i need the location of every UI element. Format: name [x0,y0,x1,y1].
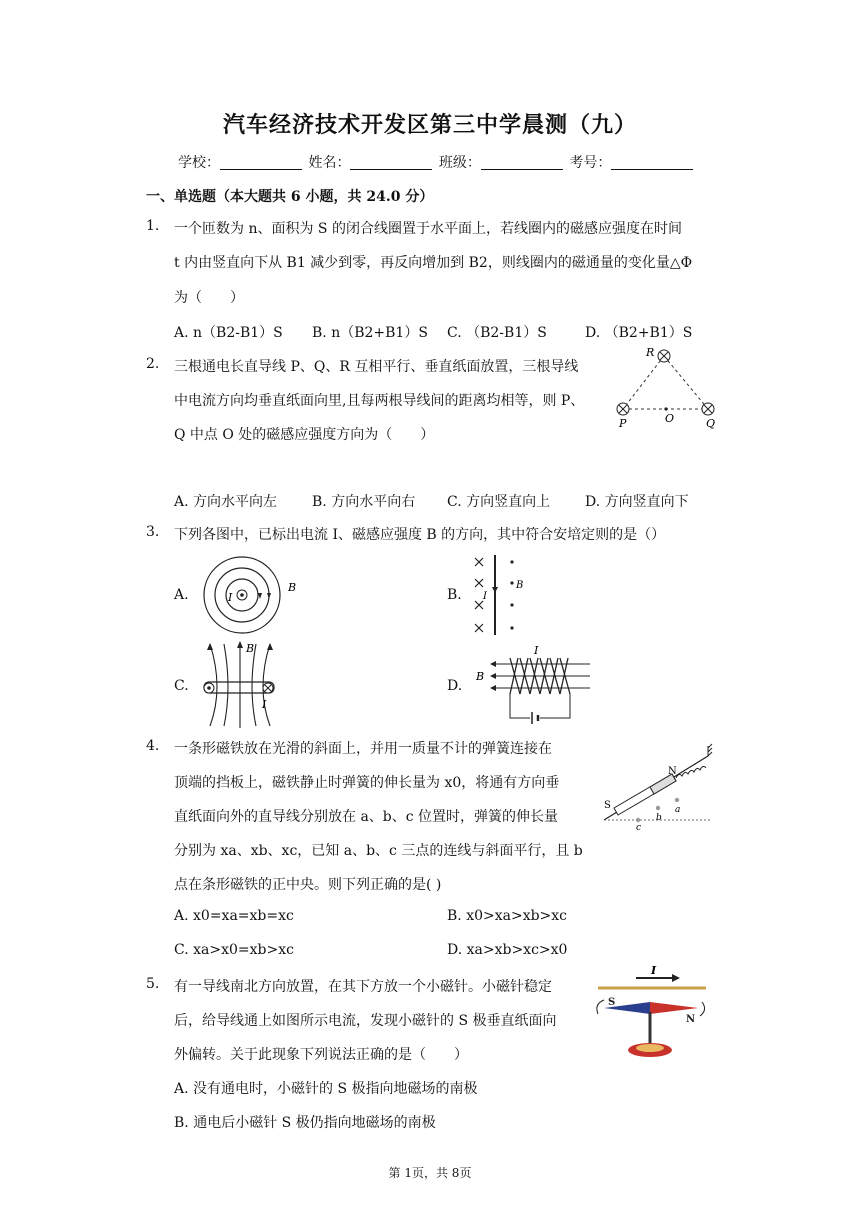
label-q: Q [706,417,716,430]
q2-option-d: D. 方向竖直向下 [585,494,689,510]
q3-label-a: A. [174,587,189,603]
q5-number: 5. [146,976,160,992]
wire-r-icon [658,350,670,362]
q3-figure-b-straight-wire [470,553,530,637]
q4-magnet-incline-figure [600,742,716,830]
name-label: 姓名： [308,155,351,171]
q3-label-b: B. [447,587,462,603]
fig-b-i-label: I [483,591,487,602]
school-blank [220,155,302,170]
fig-c-i-label: I [262,698,267,711]
q5-compass-needle-figure [594,964,710,1064]
fig-c-b-label: B [246,642,255,655]
magnet-s-label: S [604,800,611,811]
point-c-label: c [636,823,642,830]
class-label: 班级： [438,155,481,171]
q1-option-c: C. （B2-B1）S [447,325,547,341]
fig-d-i-label: I [534,644,539,657]
q4-option-a: A. x0=xa=xb=xc [174,908,294,924]
q1-option-a: A. n（B2-B1）S [174,325,283,341]
q5-line3: 外偏转。关于此现象下列说法正确的是（ ） [174,1047,468,1063]
needle-s-label: S [608,997,616,1008]
q2-option-c: C. 方向竖直向上 [447,494,551,510]
q4-line2: 顶端的挡板上，磁铁静止时弹簧的伸长量为 x0，将通有方向垂 [174,775,560,791]
q1-number: 1. [146,218,160,234]
page-footer: 第 1页，共 8页 [388,1166,472,1180]
q2-number: 2. [146,356,160,372]
q4-option-d: D. xa>xb>xc>x0 [447,942,568,958]
point-a-label: a [675,805,681,815]
q4-line4: 分别为 xa、xb、xc，已知 a、b、c 三点的连线与斜面平行，且 b [174,843,583,859]
q1-option-b: B. n（B2+B1）S [312,325,428,341]
name-blank [350,155,432,170]
needle-n-label: N [686,1014,696,1025]
q4-line5: 点在条形磁铁的正中央。则下列正确的是( ) [174,877,442,893]
school-label: 学校： [178,155,220,171]
q1-line1: 一个匝数为 n、面积为 S 的闭合线圈置于水平面上，若线圈内的磁感应强度在时间 [174,221,682,237]
needle-n-half [650,1002,698,1014]
fig-a-i-label: I [228,591,233,604]
fig-b-b-label: B [516,580,524,591]
label-o: O [665,412,675,425]
exam-no-blank [611,155,693,170]
q2-line2: 中电流方向均垂直纸面向里,且每两根导线间的距离均相等，则 P、 [174,393,585,409]
q3-label-d: D. [447,678,463,694]
class-blank [481,155,563,170]
exam-no-label: 考号： [569,155,612,171]
q4-number: 4. [146,738,160,754]
magnet-n-label: N [668,766,677,777]
page-title: 汽车经济技术开发区第三中学晨测（九） [222,112,637,138]
q2-option-a: A. 方向水平向左 [174,494,278,510]
q3-number: 3. [146,524,160,540]
q1-line2: t 内由竖直向下从 B1 减少到零，再反向增加到 B2，则线圈内的磁通量的变化量△Φ [174,255,693,271]
label-p: P [619,417,627,430]
q4-option-b: B. x0>xa>xb>xc [447,908,568,924]
q4-option-c: C. xa>x0=xb>xc [174,942,294,958]
q4-line3: 直纸面向外的直导线分别放在 a、b、c 位置时，弹簧的伸长量 [174,809,559,825]
q3-figure-c-ring-current [198,638,282,730]
wire-q-icon [702,403,714,415]
current-i-label: I [651,964,657,977]
q4-line1: 一条形磁铁放在光滑的斜面上，并用一质量不计的弹簧连接在 [174,741,552,757]
fig-a-b-label: B [288,581,297,594]
point-b-label: b [656,813,662,823]
q3-label-c: C. [174,678,189,694]
section-heading: 一、单选题（本大题共 6 小题，共 24.0 分） [146,189,434,205]
q1-line3: 为（ ） [174,290,244,306]
q2-wire-triangle-figure [610,342,722,430]
q5-option-b: B. 通电后小磁针 S 极仍指向地磁场的南极 [174,1115,436,1131]
student-info-line [178,152,695,172]
label-r: R [646,346,655,359]
fig-d-b-label: B [476,670,485,683]
wire-p-icon [617,403,629,415]
q5-line2: 后，给导线通上如图所示电流，发现小磁针的 S 极垂直纸面向 [174,1013,557,1029]
q5-option-a: A. 没有通电时，小磁针的 S 极指向地磁场的南极 [174,1081,478,1097]
q3-figure-a-concentric-field [202,553,304,637]
q2-option-b: B. 方向水平向右 [312,494,416,510]
q2-line1: 三根通电长直导线 P、Q、R 互相平行、垂直纸面放置，三根导线 [174,359,579,375]
q1-option-d: D. （B2+B1）S [585,325,693,341]
q3-line1: 下列各图中，已标出电流 I、磁感应强度 B 的方向，其中符合安培定则的是（） [174,527,666,543]
q3-figure-d-solenoid [474,640,594,724]
q5-line1: 有一导线南北方向放置，在其下方放一个小磁针。小磁针稳定 [174,979,552,995]
q2-line3: Q 中点 O 处的磁感应强度方向为（ ） [174,427,435,443]
